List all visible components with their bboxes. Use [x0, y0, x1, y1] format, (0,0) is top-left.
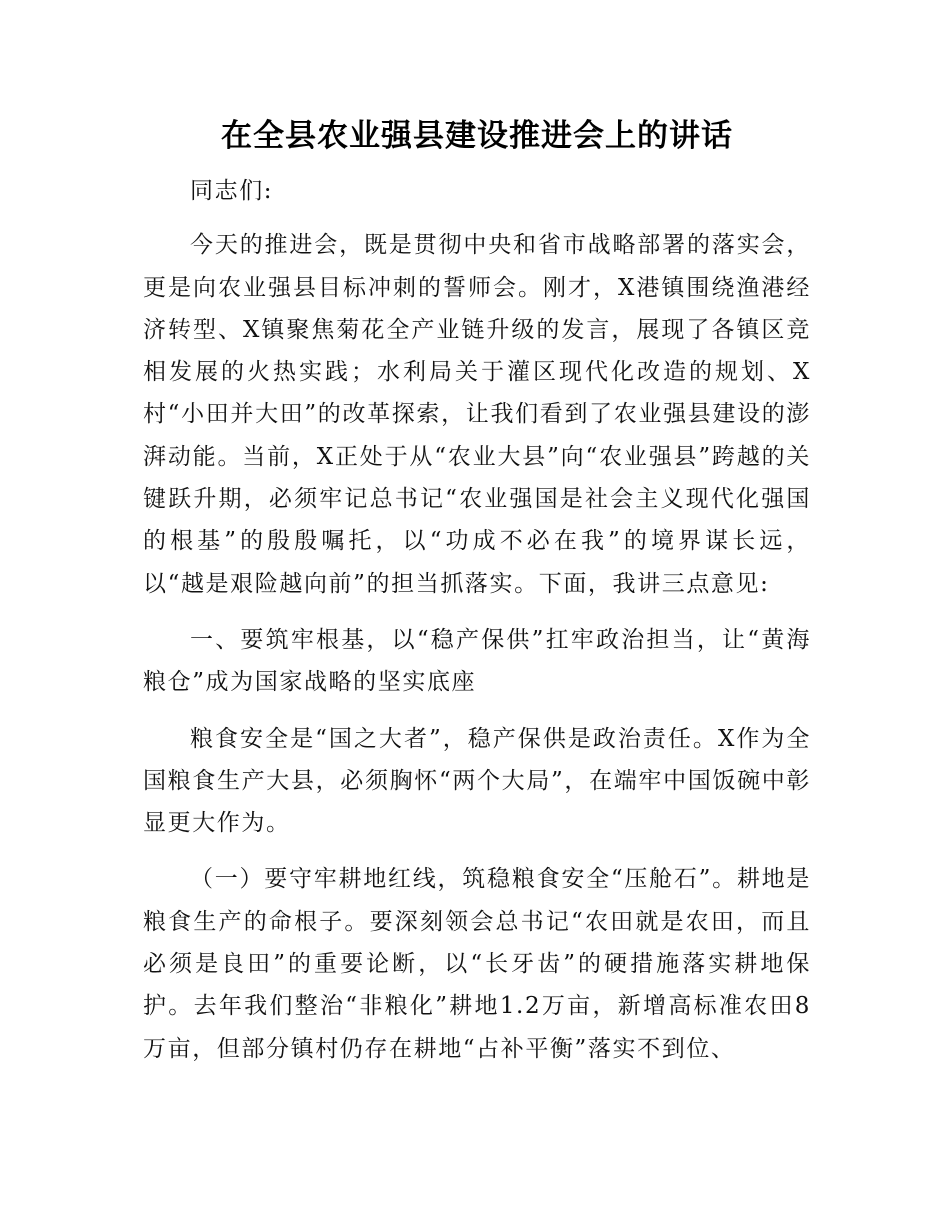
paragraph-farmland-protection: （一）要守牢耕地红线，筑稳粮食安全“压舱石”。耕地是粮食生产的命根子。要深刻领会总书记“农田就是农田，而且必须是良田”的重要论断，以“长牙齿”的硬措施落实耕地保护。去年我们整治“非粮化”耕地1.2万亩，新增高标准农田8万亩，但部分镇村仍存在耕地“占补平衡”落实不到位、: [143, 866, 811, 1062]
document-page: [143, 112, 811, 1084]
paragraph-food-security: 粮食安全是“国之大者”，稳产保供是政治责任。X作为全国粮食生产大县，必须胸怀“两个大局”，在端牢中国饭碗中彰显更大作为。: [143, 725, 811, 837]
document-title: 在全县农业强县建设推进会上的讲话: [221, 118, 733, 154]
paragraph-intro: 今天的推进会，既是贯彻中央和省市战略部署的落实会，更是向农业强县目标冲刺的誓师会。刚才，X港镇围绕渔港经济转型、X镇聚焦菊花全产业链升级的发言，展现了各镇区竞相发展的火热实践；水利局关于灌区现代化改造的规划、X村“小田并大田”的改革探索，让我们看到了农业强县建设的澎湃动能。当前，X正处于从“农业大县”向“农业强县”跨越的关键跃升期，必须牢记总书记“农业强国是社会主义现代化强国的根基”的殷殷嘱托，以“功成不必在我”的境界谋长远，以“越是艰险越向前”的担当抓落实。下面，我讲三点意见:: [143, 232, 811, 597]
section-heading-1: 一、要筑牢根基，以“稳产保供”扛牢政治担当，让“黄海粮仓”成为国家战略的坚实底座: [143, 626, 811, 696]
salutation: 同志们:: [190, 178, 274, 204]
